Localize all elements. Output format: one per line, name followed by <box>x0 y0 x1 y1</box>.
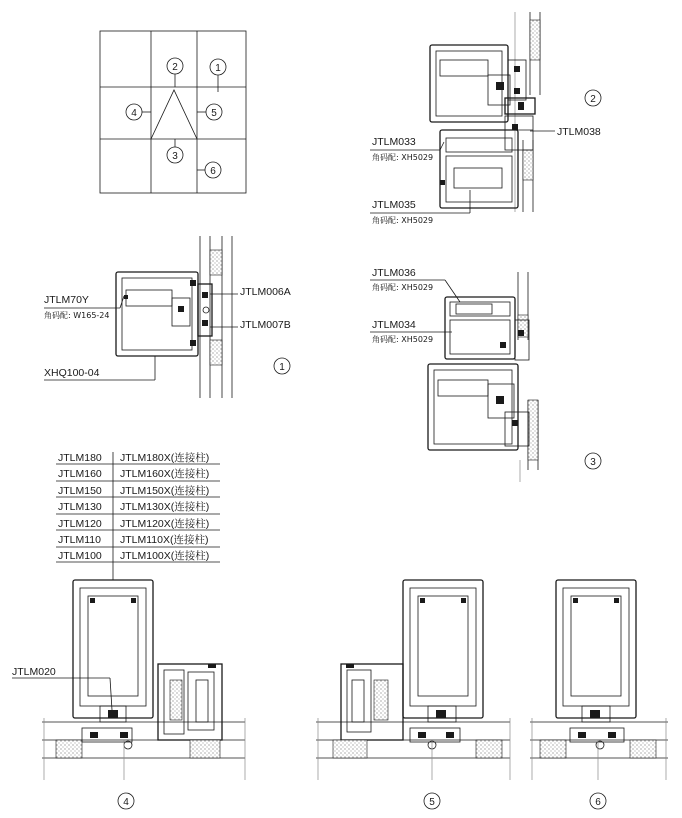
detail-3 <box>370 267 601 482</box>
detail-2 <box>370 12 601 225</box>
label-jtlm034: JTLM034 <box>372 319 416 331</box>
table-row-left: JTLM110 <box>58 534 101 546</box>
svg-text:6: 6 <box>595 797 601 808</box>
table-row-left: JTLM180 <box>58 452 102 464</box>
key-plan <box>100 31 246 193</box>
table-row-left: JTLM100 <box>58 550 102 562</box>
svg-text:4: 4 <box>123 797 129 808</box>
key-marker-3 <box>167 139 183 163</box>
key-marker-6 <box>197 162 221 178</box>
label-jtlm034-sub: 角码配: XH5029 <box>372 335 434 344</box>
key-marker-4 <box>126 104 151 120</box>
detail-6 <box>530 580 668 809</box>
svg-text:4: 4 <box>131 108 137 119</box>
svg-text:3: 3 <box>590 457 596 468</box>
svg-text:1: 1 <box>215 63 221 74</box>
label-jtlm70y: JTLM70Y <box>44 294 89 306</box>
detail-4 <box>12 580 245 809</box>
table-row-left: JTLM150 <box>58 485 102 497</box>
label-jtlm007b: JTLM007B <box>240 319 291 331</box>
table-row-left: JTLM160 <box>58 468 102 480</box>
key-marker-5 <box>197 104 222 120</box>
label-jtlm70y-sub: 角码配: W165-24 <box>44 311 110 320</box>
table-row-right: JTLM180X(连接柱) <box>120 452 210 464</box>
label-jtlm033: JTLM033 <box>372 136 416 148</box>
label-jtlm035-sub: 角码配: XH5029 <box>372 216 434 225</box>
svg-text:3: 3 <box>172 151 178 162</box>
table-row-right: JTLM160X(连接柱) <box>120 468 210 480</box>
label-xhq100-04: XHQ100-04 <box>44 367 100 379</box>
detail-1 <box>44 236 291 398</box>
svg-text:2: 2 <box>172 62 178 73</box>
table-row-right: JTLM100X(连接柱) <box>120 550 210 562</box>
label-jtlm033-sub: 角码配: XH5029 <box>372 153 434 162</box>
svg-text:6: 6 <box>210 166 216 177</box>
label-jtlm036-sub: 角码配: XH5029 <box>372 283 434 292</box>
svg-text:2: 2 <box>590 94 596 105</box>
table-row-right: JTLM130X(连接柱) <box>120 501 210 513</box>
label-jtlm035: JTLM035 <box>372 199 416 211</box>
label-jtlm020: JTLM020 <box>12 666 56 678</box>
mullion-table <box>56 451 220 580</box>
svg-text:5: 5 <box>211 108 217 119</box>
table-row-right: JTLM110X(连接柱) <box>120 534 209 546</box>
label-jtlm036: JTLM036 <box>372 267 416 279</box>
label-jtlm006a: JTLM006A <box>240 286 291 298</box>
table-row-right: JTLM120X(连接柱) <box>120 518 210 530</box>
svg-text:1: 1 <box>279 362 285 373</box>
table-row-left: JTLM130 <box>58 501 102 513</box>
svg-text:5: 5 <box>429 797 435 808</box>
table-row-left: JTLM120 <box>58 518 102 530</box>
label-jtlm038: JTLM038 <box>557 126 601 138</box>
key-marker-2 <box>167 58 183 87</box>
table-row-right: JTLM150X(连接柱) <box>120 485 210 497</box>
detail-5 <box>316 580 510 809</box>
